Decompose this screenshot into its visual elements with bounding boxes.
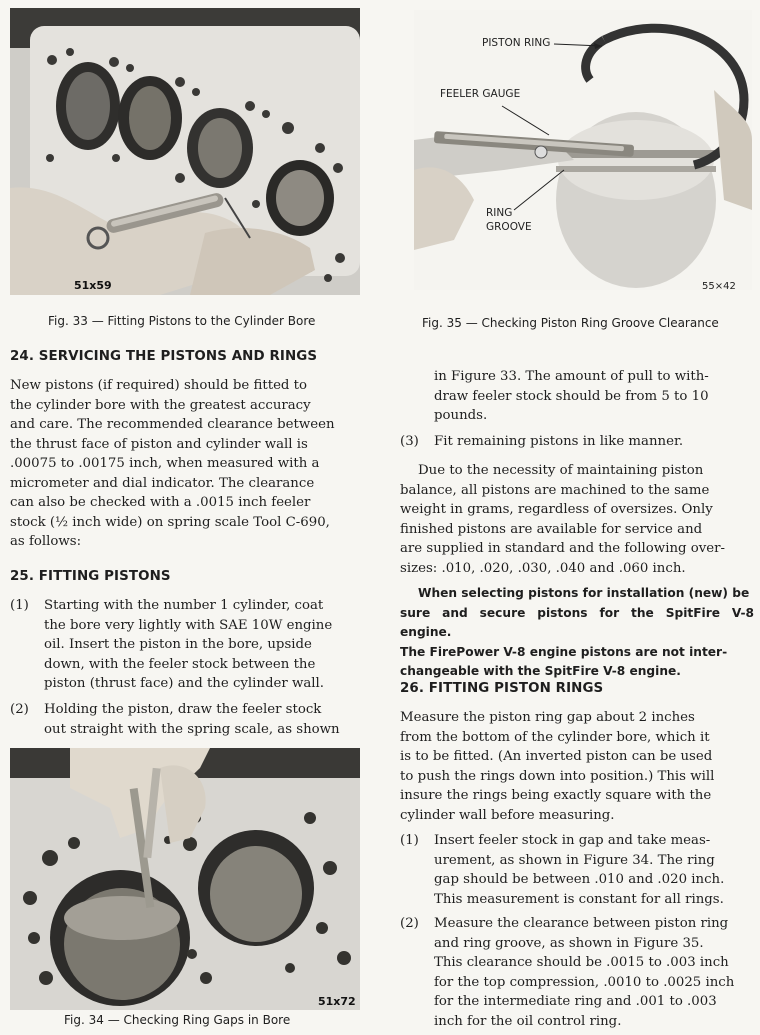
text-line: from the bottom of the cylinder bore, which it [400, 729, 710, 745]
text-line: are supplied in standard and the following over- [400, 541, 725, 556]
text-line: balance, all pistons are machined to the same [400, 482, 710, 498]
text-line: in Figure 33. The amount of pull to with- [434, 369, 709, 384]
text-line: pounds. [434, 408, 488, 423]
fig35-caption: Fig. 35 — Checking Piston Ring Groove Clearance [422, 316, 719, 330]
item-number: (2) [400, 916, 419, 931]
text-line: stock (½ inch wide) on spring scale Tool C-690, [10, 514, 330, 530]
text-line: urement, as shown in Figure 34. The ring [434, 852, 715, 868]
fig34-number: 51x72 [318, 995, 356, 1008]
text-line: oil. Insert the piston in the bore, upside [44, 637, 312, 652]
text-line: The FirePower V-8 engine pistons are not inter- [400, 644, 728, 659]
item-text [434, 367, 754, 426]
text-line: inch for the oil control ring. [434, 1013, 622, 1029]
fig35-photo [414, 10, 752, 290]
fig34-photo [10, 748, 360, 1010]
text-line: cylinder wall before measuring. [400, 807, 615, 823]
text-line: finished pistons are available for service and [400, 521, 703, 537]
cylinder-bore-ring-gap-image [10, 748, 360, 1010]
text-line: draw feeler stock should be from 5 to 10 [434, 388, 709, 404]
text-line: New pistons (if required) should be fitted to [10, 378, 308, 393]
section26-intro [400, 708, 754, 825]
text-line: and ring groove, as shown in Figure 35. [434, 935, 704, 951]
item-number: (2) [10, 702, 29, 717]
text-line: Due to the necessity of maintaining piston [418, 463, 704, 478]
fig33-photo [10, 8, 360, 295]
item-text [434, 831, 754, 909]
fig35-number: 55×42 [702, 281, 736, 292]
text-line: Measure the piston ring gap about 2 inches [400, 710, 695, 725]
label-ring-groove-1: RING [486, 207, 513, 219]
text-line: as follows: [10, 534, 82, 549]
item-text [44, 700, 362, 739]
text-line: out straight with the spring scale, as shown [44, 721, 340, 737]
fig33-caption: Fig. 33 — Fitting Pistons to the Cylinder Bore [48, 314, 316, 328]
text-line: for the intermediate ring and .001 to .003 [434, 994, 717, 1009]
text-line: is to be fitted. (An inverted piston can be used [400, 749, 713, 764]
piston-ring-groove-image [414, 10, 752, 290]
text-line: .00075 to .00175 inch, when measured with a [10, 456, 320, 471]
text-line: Measure the clearance between piston ring [434, 916, 729, 931]
label-ring-groove-2: GROOVE [486, 221, 532, 233]
item-number: (1) [10, 598, 29, 613]
text-line: down, with the feeler stock between the [44, 656, 316, 672]
text-line: and care. The recommended clearance between [10, 417, 335, 432]
item-number: (3) [400, 434, 419, 449]
text-line: for the top compression, .0010 to .0025 inch [434, 974, 735, 990]
text-line: This measurement is constant for all rings. [434, 891, 724, 907]
text-line: Insert feeler stock in gap and take meas- [434, 833, 711, 848]
text-line: Starting with the number 1 cylinder, coat [44, 598, 324, 613]
section24-heading: 24. SERVICING THE PISTONS AND RINGS [10, 349, 318, 364]
text-line: sizes: .010, .020, .030, .040 and .060 inch. [400, 560, 686, 576]
item-text: Fit remaining pistons in like manner. [434, 434, 684, 449]
text-line: sure and secure pistons for the SpitFire V-8 engine. [400, 605, 754, 639]
text-line: gap should be between .010 and .020 inch. [434, 872, 725, 887]
text-line: piston (thrust face) and the cylinder wall. [44, 676, 324, 691]
text-line: the thrust face of piston and cylinder wall is [10, 436, 308, 452]
label-piston-ring: PISTON RING [482, 37, 551, 49]
text-line: micrometer and dial indicator. The clearance [10, 475, 315, 491]
label-feeler-gauge: FEELER GAUGE [440, 88, 521, 100]
text-line: the bore very lightly with SAE 10W engine [44, 617, 333, 633]
section25-heading: 25. FITTING PISTONS [10, 569, 171, 584]
item-text [434, 914, 754, 1031]
section24-text [10, 376, 362, 552]
spitfire-pistons-note [400, 584, 754, 682]
piston-balance-text [400, 461, 754, 578]
text-line: This clearance should be .0015 to .003 inch [434, 955, 729, 970]
text-line: changeable with the SpitFire V-8 engine. [400, 664, 681, 678]
text-line: When selecting pistons for installation (new) be [418, 586, 750, 600]
fig33-number: 51x59 [74, 279, 112, 292]
text-line: Holding the piston, draw the feeler stock [44, 702, 322, 717]
item-text [44, 596, 362, 694]
text-line: the cylinder bore with the greatest accuracy [10, 397, 311, 413]
item-number: (1) [400, 833, 419, 848]
text-line: to push the rings down into position.) This will [400, 768, 715, 784]
fig34-caption: Fig. 34 — Checking Ring Gaps in Bore [64, 1013, 291, 1027]
text-line: weight in grams, regardless of oversizes. Only [400, 502, 713, 517]
engine-block-pistons-image [10, 8, 360, 295]
text-line: insure the rings being exactly square with the [400, 788, 712, 803]
text-line: can also be checked with a .0015 inch feeler [10, 495, 311, 510]
section26-heading: 26. FITTING PISTON RINGS [400, 681, 604, 696]
